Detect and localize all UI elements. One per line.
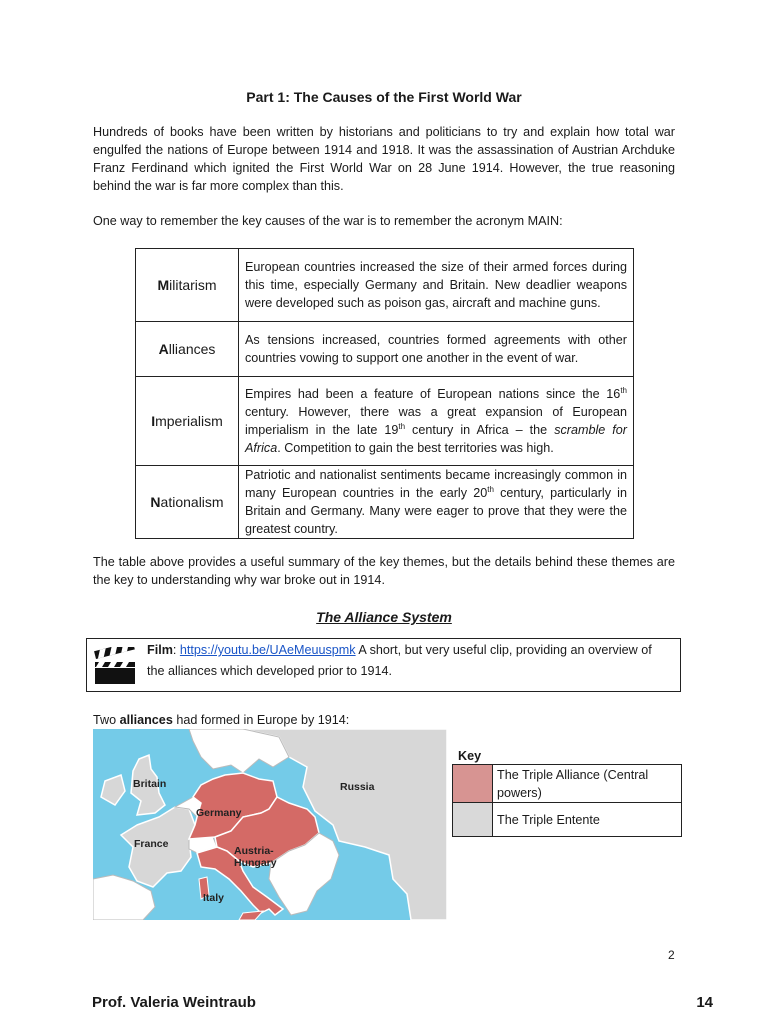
term-nationalism: Nationalism: [136, 466, 239, 539]
film-link[interactable]: https://youtu.be/UAeMeuuspmk: [179, 643, 356, 657]
map-label-hungary: Hungary: [234, 857, 277, 869]
term-militarism: Militarism: [136, 249, 239, 322]
term-description: European countries increased the size of their armed forces during this time, especially Germany and Britain. New deadlier weapons were developed such as poison gas, aircraft and machine guns.: [239, 249, 634, 322]
page-number: 2: [668, 948, 675, 962]
key-label: The Triple Alliance (Central powers): [493, 765, 682, 803]
term-description: Patriotic and nationalist sentiments became increasingly common in many European countries in the early 20th century, particularly in Britain and Germany. Many were eager to prove that they were the greatest country.: [239, 466, 634, 539]
europe-alliance-map: [93, 729, 447, 920]
triple-entente-swatch: [453, 803, 493, 837]
term-description: As tensions increased, countries formed agreements with other countries vowing to support one another in the event of war.: [239, 322, 634, 377]
key-row: [453, 803, 682, 837]
map-label-germany: Germany: [196, 807, 242, 819]
key-label: The Triple Entente: [493, 803, 682, 837]
intro-paragraph: Hundreds of books have been written by historians and politicians to try and explain how total war engulfed the nations of Europe between 1914 and 1918. It was the assassination of Austrian Archduke Franz Ferdinand which ignited the First World War on 28 June 1914. However, the true reasoning behind the war is far more complex than this.: [93, 125, 675, 193]
term-description: Empires had been a feature of European nations since the 16th century. However, there was a great expansion of European imperialism in the late 19th century in Africa – the scramble for Africa. Competition to gain the best territories was high.: [239, 377, 634, 466]
triple-alliance-swatch: [453, 765, 493, 803]
film-box: [86, 638, 681, 692]
acronym-paragraph: One way to remember the key causes of the war is to remember the acronym MAIN:: [93, 214, 563, 228]
term-imperialism: Imperialism: [136, 377, 239, 466]
map-label-russia: Russia: [340, 781, 375, 793]
key-title: Key: [458, 749, 482, 763]
film-text: Film: https://youtu.be/UAeMeuuspmk A short, but very useful clip, providing an overview of the alliances which developed prior to 1914.: [147, 643, 652, 678]
table-row: [136, 377, 634, 466]
summary-paragraph: The table above provides a useful summary of the key themes, but the details behind these themes are the key to understanding why war broke out in 1914.: [93, 555, 675, 587]
map-label-france: France: [134, 838, 169, 850]
alliances-intro: Two alliances had formed in Europe by 1914:: [93, 713, 350, 727]
main-causes-table: [135, 248, 634, 539]
section-heading: The Alliance System: [316, 609, 452, 625]
map-label-austria: Austria-: [234, 845, 274, 857]
key-row: [453, 765, 682, 803]
map-label-britain: Britain: [133, 778, 167, 790]
map-key-table: [452, 764, 682, 837]
table-row: [136, 249, 634, 322]
table-row: [136, 322, 634, 377]
term-alliances: Alliances: [136, 322, 239, 377]
table-row: [136, 466, 634, 539]
map-label-italy: Italy: [203, 892, 225, 904]
footer-author: Prof. Valeria Weintraub: [92, 994, 256, 1011]
page-title: Part 1: The Causes of the First World War: [246, 89, 522, 105]
footer-page: 14: [696, 994, 713, 1011]
clapperboard-icon: [93, 647, 137, 685]
